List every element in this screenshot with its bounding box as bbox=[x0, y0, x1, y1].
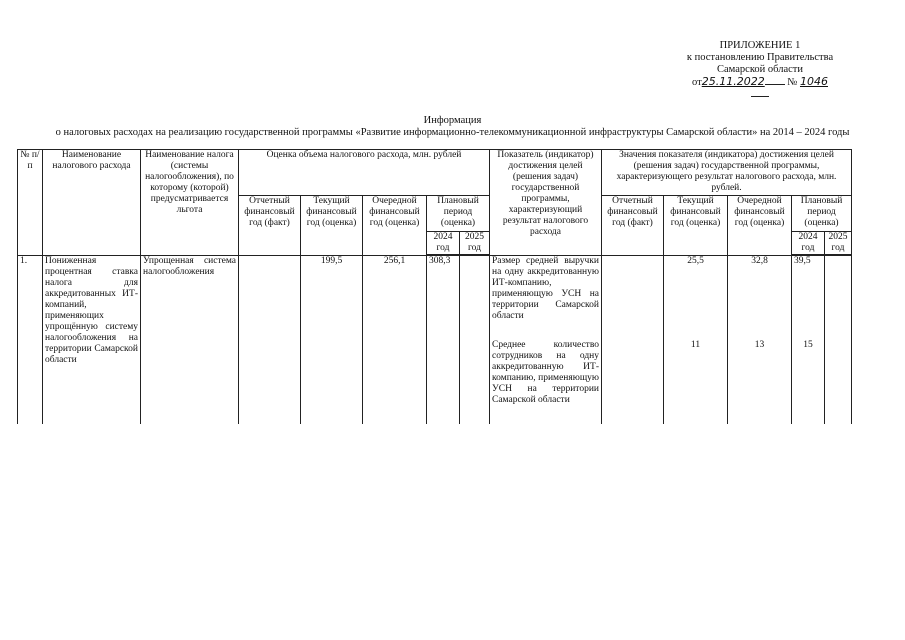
indicator-2: Среднее количество сотрудников на одну аккредитованную ИТ-компанию, применяющую УСН на территории Самарской области bbox=[490, 340, 602, 424]
sub-current-2: Текущий финансовый год (оценка) bbox=[664, 196, 728, 256]
sub-plan-2: Плановый период (оценка) bbox=[792, 196, 852, 232]
sub-plan: Плановый период (оценка) bbox=[427, 196, 490, 232]
appendix-label: ПРИЛОЖЕНИЕ 1 bbox=[719, 40, 801, 51]
row-num: 1. bbox=[18, 256, 43, 424]
decree-line: к постановлению Правительства bbox=[686, 52, 834, 63]
col-tax-header: Наименование налога (системы налогообложения), по которому (которой) предусматривается льгота bbox=[141, 150, 239, 256]
sub-next: Очередной финансовый год (оценка) bbox=[363, 196, 427, 256]
document-title: Информация bbox=[423, 115, 482, 126]
region-line: Самарской области bbox=[717, 64, 803, 75]
sub-report: Отчетный финансовый год (факт) bbox=[239, 196, 301, 256]
year-2025: 2025 год bbox=[460, 232, 490, 255]
est-2024: 308,3 bbox=[427, 256, 460, 424]
document-subtitle: о налоговых расходах на реализацию государственной программы «Развитие информационно-телекоммуникационной инфраструктуры Самарской области» на 2014 – 2024 годы bbox=[55, 127, 850, 138]
col-indicator-header: Показатель (индикатор) достижения целей (решения задач) государственной программы, характеризующий результат налогового расхода bbox=[490, 150, 602, 256]
ind2-2025 bbox=[825, 340, 852, 424]
sub-report-2: Отчетный финансовый год (факт) bbox=[602, 196, 664, 256]
table-row bbox=[18, 256, 852, 340]
tax-expense-table bbox=[17, 149, 852, 424]
sub-current: Текущий финансовый год (оценка) bbox=[301, 196, 363, 256]
est-report bbox=[239, 256, 301, 424]
ind2-2024: 15 bbox=[792, 340, 825, 424]
year-2025-2: 2025 год bbox=[825, 232, 852, 255]
row-name: Пониженная процентная ставка налога для аккредитованных ИТ-компаний, применяющих упрощённую систему налогообложения на территории Самарской области bbox=[43, 256, 141, 424]
sub-next-2: Очередной финансовый год (оценка) bbox=[728, 196, 792, 256]
decree-number: 1046 bbox=[799, 75, 828, 88]
row-tax: Упрощенная система налогообложения bbox=[141, 256, 239, 424]
ind2-current: 11 bbox=[664, 340, 728, 424]
est-2025 bbox=[460, 256, 490, 424]
ind1-2024: 39,5 bbox=[792, 256, 825, 340]
ind2-next: 13 bbox=[728, 340, 792, 424]
approval-header bbox=[685, 40, 835, 101]
date-number-line: от25.11.2022 № 1046 bbox=[685, 76, 835, 101]
ind1-next: 32,8 bbox=[728, 256, 792, 340]
year-2024-2: 2024 год bbox=[792, 232, 825, 255]
ind2-report bbox=[602, 340, 664, 424]
year-2024: 2024 год bbox=[427, 232, 460, 255]
est-next: 256,1 bbox=[363, 256, 427, 424]
decree-date: 25.11.2022 bbox=[701, 75, 765, 88]
col-values-header: Значения показателя (индикатора) достижения целей (решения задач) государственной программы, характеризующего результат налогового расхода, млн. рублей. bbox=[602, 150, 852, 196]
ind1-2025 bbox=[825, 256, 852, 340]
col-estimate-header: Оценка объема налогового расхода, млн. рублей bbox=[239, 150, 490, 196]
col-num-header: № п/п bbox=[18, 150, 43, 256]
est-current: 199,5 bbox=[301, 256, 363, 424]
ind1-report bbox=[602, 256, 664, 340]
col-name-header: Наименование налогового расхода bbox=[43, 150, 141, 256]
indicator-1: Размер средней выручки на одну аккредитованную ИТ-компанию, применяющую УСН на территории Самарской области bbox=[490, 256, 602, 340]
ind1-current: 25,5 bbox=[664, 256, 728, 340]
